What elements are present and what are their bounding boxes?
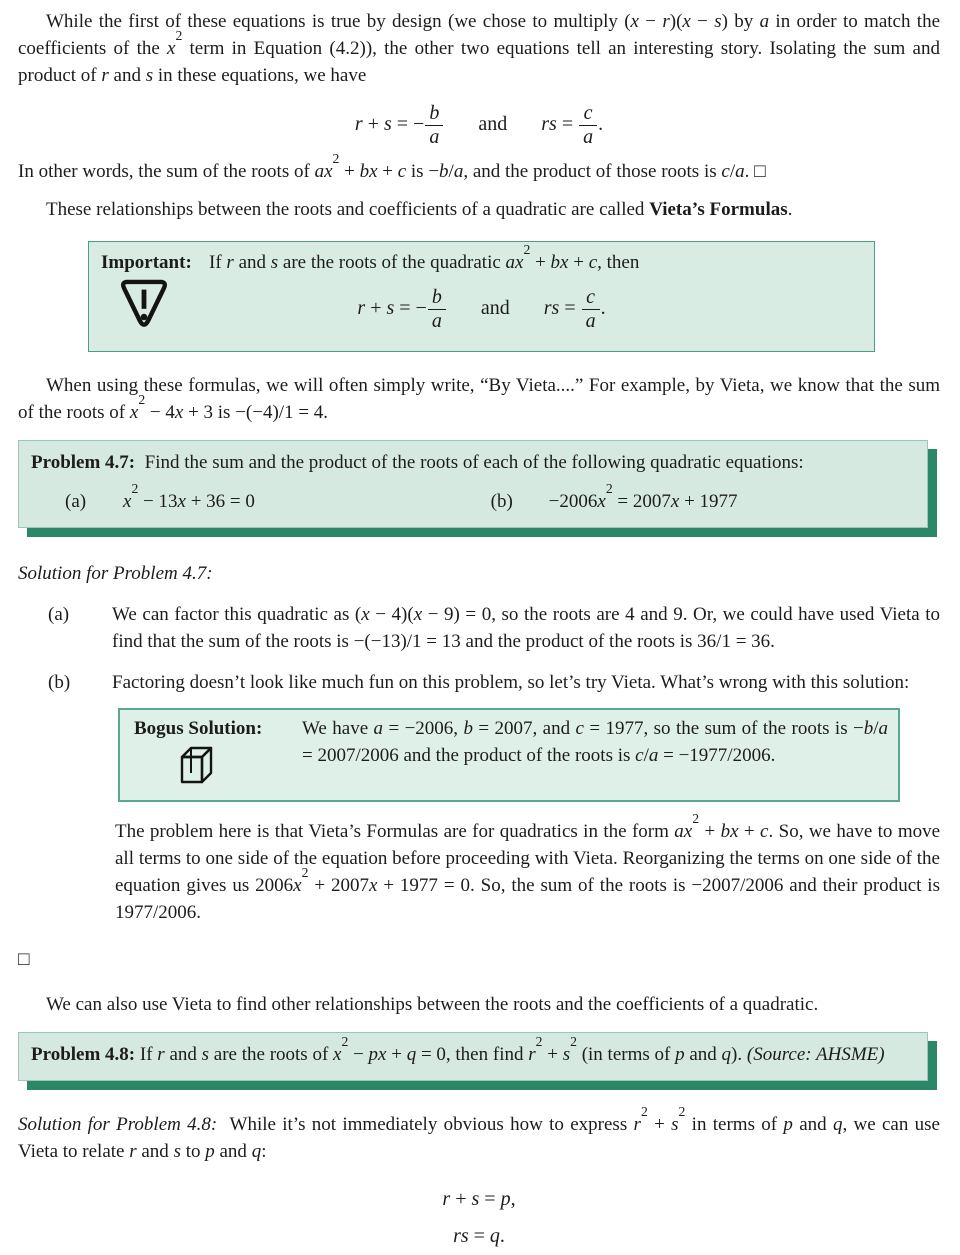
important-equation: r + s = − $\frac{b}{a}$ and rs = $\frac{c}{a}$ . — [357, 285, 606, 332]
important-label: Important: — [101, 252, 192, 273]
vieta-explanation-paragraph: The problem here is that Vieta’s Formulas are for quadratics in the form $ax^2$ + bx + c. So, we have to move all terms to one side of the equation before proceeding with Vieta. Reorganizing the terms on one side of the equation gives us $2006x^2 + 2007x + 1977 = 0$. So, the sum of the roots is −2007/2006 and their product is 1977/2006. — [115, 811, 941, 923]
important-box — [88, 241, 875, 352]
fraction-b-over-a: $\frac{b}{a}$ — [425, 103, 443, 148]
problem-4-7-title: Problem 4.7: Find the sum and the product of the roots of each of the following quadratic equations: — [31, 452, 804, 473]
when-using-paragraph: When using these formulas, we will often simply write, “By Vieta....” For example, by Vieta, we know that the sum of the roots of $x^2 - 4x + 3$ is −(−4)/1 = 4. — [18, 375, 940, 423]
equation-and: and — [478, 113, 508, 136]
equation-rs: rs = q. — [453, 1225, 505, 1247]
solution-4-8-paragraph: Solution for Problem 4.8: While it’s not immediately obvious how to express $r^2 + s^2$ in terms of p and q, we can use Vieta to relate r and s to p and q: — [18, 1104, 940, 1162]
problem-4-8-label: Problem 4.8: — [31, 1044, 136, 1065]
fraction-b-over-a: $\frac{b}{a}$ — [428, 287, 446, 332]
end-of-solution-marker: □ — [18, 949, 30, 970]
intro-paragraph: While the first of these equations is true by design (we chose to multiply (x − r)(x − s) by a in order to match the coefficients of the $x^2$ term in Equation (4.2)), the other two equations tell an interesting story. Isolating the sum and product of r and s in these equations, we have — [18, 11, 941, 86]
solution-4-8-heading: Solution for Problem 4.8: — [18, 1114, 218, 1135]
equation-and: and — [480, 296, 510, 319]
problem-4-8-title: Problem 4.8: If r and s are the roots of $x^2$ − px + q = 0, then find $r^2 + s^2$ (in terms of p and q). (Source: AHSME) — [31, 1034, 885, 1065]
bogus-solution-box — [118, 708, 900, 802]
solution-4-7-part-b: (b) Factoring doesn’t look like much fun on this problem, so let’s try Vieta. What’s wrong with this solution: — [48, 672, 910, 693]
fraction-c-over-a: $\frac{c}{a}$ — [579, 103, 597, 148]
wireframe-cube-icon — [176, 744, 302, 794]
final-equations — [18, 1181, 940, 1255]
problem-4-7-box — [18, 440, 928, 528]
solution-4-7-heading: Solution for Problem 4.7: — [18, 563, 213, 584]
problem-4-8-box — [18, 1032, 928, 1081]
display-equation-sum-product — [18, 103, 940, 148]
solution-4-7-part-a: (a) We can factor this quadratic as (x − 4)(x − 9) = 0, so the roots are 4 and 9. Or, we could have used Vieta to find that the sum of the roots is −(−13)/1 = 13 and the product of the roots is 36/1 = 36. — [48, 604, 941, 652]
problem-4-7-part-b: (b) $-2006x^2 = 2007x + 1977$ — [490, 481, 738, 512]
problem-4-7-part-a: (a) $x^2 - 13x + 36 = 0$ — [65, 481, 255, 512]
problem-4-7-label: Problem 4.7: — [31, 452, 136, 473]
bogus-solution-label: Bogus Solution: — [134, 718, 263, 739]
in-other-words-paragraph: In other words, the sum of the roots of $ax^2$ + bx + c is −b/a, and the product of those roots is c/a. □ — [18, 151, 766, 182]
equation-rhs: rs = $\frac{c}{a}$ . — [541, 102, 604, 148]
bogus-solution-text: We have a = −2006, b = 2007, and c = 1977, so the sum of the roots is −b/a = 2007/2006 and the product of the roots is c/a = −1977/2006. — [302, 718, 889, 766]
important-text: If r and s are the roots of the quadratic $ax^2$ + bx + c, then — [209, 242, 640, 273]
fraction-c-over-a: $\frac{c}{a}$ — [582, 287, 600, 332]
warning-exclamation-icon — [101, 276, 187, 342]
also-use-vieta-paragraph: We can also use Vieta to find other relationships between the roots and the coefficients of a quadratic. — [46, 994, 819, 1015]
equation-lhs: r + s = − $\frac{b}{a}$ — [355, 113, 444, 135]
equation-r-plus-s: r + s = p, — [442, 1188, 516, 1210]
vieta-formulas-paragraph: These relationships between the roots and coefficients of a quadratic are called Vieta’s Formulas. — [46, 199, 793, 220]
